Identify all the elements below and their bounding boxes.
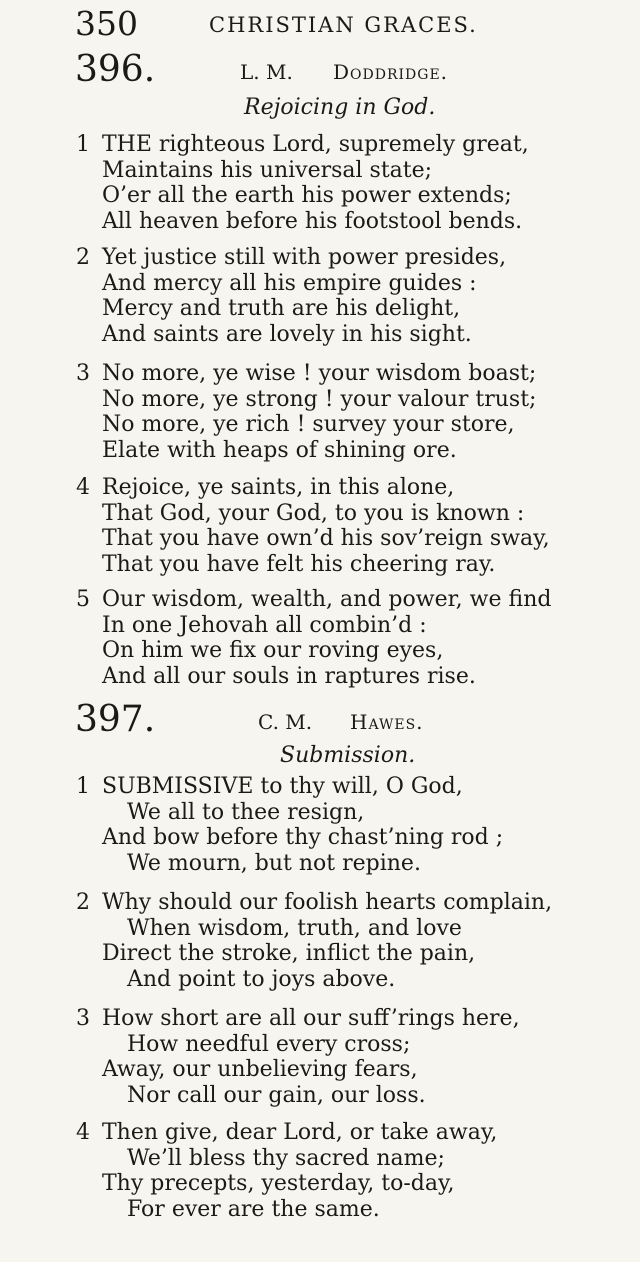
stanza-3 xyxy=(0,1006,640,1108)
stanza-4 xyxy=(0,475,640,577)
verse-line: SUBMISSIVE to thy will, O God, xyxy=(102,774,463,799)
hymn-author: Hawes. xyxy=(350,710,424,734)
hymn-meter: C. M. xyxy=(258,710,313,734)
verse-line: When wisdom, truth, and love xyxy=(127,915,462,941)
verse-line: That God, your God, to you is known : xyxy=(102,500,525,526)
verse-line: Nor call our gain, our loss. xyxy=(127,1082,426,1108)
stanza-2 xyxy=(0,245,640,347)
stanza-number: 3 xyxy=(76,361,90,386)
verse-line: O’er all the earth his power extends; xyxy=(102,183,512,209)
stanza-number: 5 xyxy=(76,587,90,612)
stanza-number: 4 xyxy=(76,1120,90,1145)
verse-line: That you have own’d his sov’reign sway, xyxy=(102,526,550,552)
stanza-4 xyxy=(0,1120,640,1222)
hymn-heading xyxy=(0,698,640,742)
stanza-number: 3 xyxy=(76,1006,90,1031)
running-title: CHRISTIAN GRACES. xyxy=(209,13,478,37)
verse-line: And bow before thy chast’ning rod ; xyxy=(102,825,504,851)
verse-line: And saints are lovely in his sight. xyxy=(102,321,472,347)
stanza-number: 2 xyxy=(76,245,90,270)
verse-line: No more, ye rich ! survey your store, xyxy=(102,412,515,438)
verse-line: Our wisdom, wealth, and power, we find xyxy=(102,587,552,612)
stanza-3 xyxy=(0,361,640,463)
verse-line: And mercy all his empire guides : xyxy=(102,270,477,296)
page-header xyxy=(75,4,615,44)
stanza-number: 1 xyxy=(76,774,90,799)
verse-line: How short are all our suff’rings here, xyxy=(102,1006,520,1031)
verse-line: Thy precepts, yesterday, to-day, xyxy=(102,1171,455,1197)
verse-line: No more, ye wise ! your wisdom boast; xyxy=(102,361,537,386)
verse-line: And point to joys above. xyxy=(127,966,396,992)
hymn-397 xyxy=(0,698,640,1222)
verse-line: And all our souls in raptures rise. xyxy=(102,663,476,689)
stanza-number: 2 xyxy=(76,890,90,915)
verse-line: On him we fix our roving eyes, xyxy=(102,638,444,664)
stanza-number: 4 xyxy=(76,475,90,500)
verse-line: All heaven before his footstool bends. xyxy=(102,208,523,234)
verse-line: No more, ye strong ! your valour trust; xyxy=(102,386,537,412)
verse-line: We all to thee resign, xyxy=(127,799,365,825)
stanza-1 xyxy=(0,774,640,876)
stanza-5 xyxy=(0,587,640,689)
verse-line: For ever are the same. xyxy=(127,1196,380,1222)
hymn-author: Doddridge. xyxy=(333,60,449,84)
verse-line: Then give, dear Lord, or take away, xyxy=(102,1120,498,1145)
verse-line: Rejoice, ye saints, in this alone, xyxy=(102,475,455,500)
hymn-subtitle: Rejoicing in God. xyxy=(244,95,436,120)
verse-line: In one Jehovah all combin’d : xyxy=(102,612,427,638)
verse-line: Mercy and truth are his delight, xyxy=(102,296,461,322)
stanza-2 xyxy=(0,890,640,992)
verse-line: Why should our foolish hearts complain, xyxy=(102,890,553,915)
verse-line: We mourn, but not repine. xyxy=(127,850,421,876)
hymn-396 xyxy=(0,48,640,689)
hymn-heading xyxy=(0,48,640,92)
verse-line: That you have felt his cheering ray. xyxy=(102,551,496,577)
stanza-number: 1 xyxy=(76,132,90,157)
hymn-subtitle: Submission. xyxy=(280,743,416,768)
verse-line: Direct the stroke, inflict the pain, xyxy=(102,941,476,967)
verse-line: THE righteous Lord, supremely great, xyxy=(102,132,529,157)
verse-line: We’ll bless thy sacred name; xyxy=(127,1145,445,1171)
verse-line: Elate with heaps of shining ore. xyxy=(102,437,457,463)
hymn-number: 397. xyxy=(75,699,156,740)
verse-line: Away, our unbelieving fears, xyxy=(102,1057,418,1083)
stanza-1 xyxy=(0,132,640,234)
verse-line: Yet justice still with power presides, xyxy=(102,245,507,270)
verse-line: How needful every cross; xyxy=(127,1031,411,1057)
page-number: 350 xyxy=(75,4,138,43)
hymn-number: 396. xyxy=(75,49,156,90)
verse-line: Maintains his universal state; xyxy=(102,157,433,183)
hymn-meter: L. M. xyxy=(240,60,293,84)
